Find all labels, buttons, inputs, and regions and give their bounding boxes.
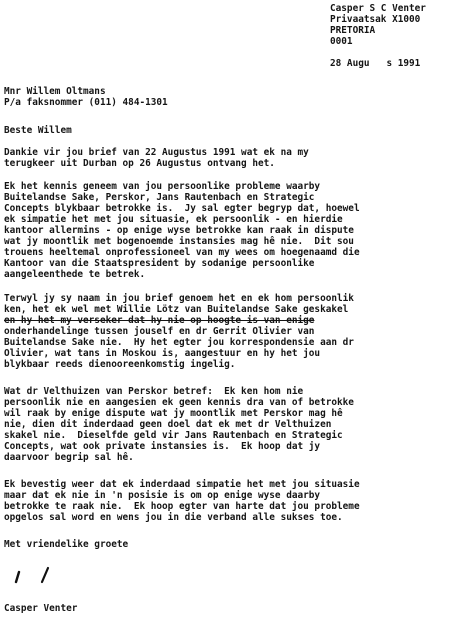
body-line: nie, dien dit inderdaad geen doel dat ek met dr Velthuizen xyxy=(4,419,332,430)
body-line: opgelos sal word en wens jou in die verband alle sukses toe. xyxy=(4,512,343,523)
body-line: onderhandelinge tussen jouself en dr Gerrit Olivier van xyxy=(4,326,315,337)
body-line: ken, het ek wel met Willie Lötz van Buitelandse Sake geskakel xyxy=(4,304,349,315)
recipient-name: Mnr Willem Oltmans xyxy=(4,86,106,97)
body-line: terugkeer uit Durban op 26 Augustus ontvang het. xyxy=(4,158,275,169)
body-line: Kantoor van die Staatspresident by sodanige persoonlike xyxy=(4,258,315,269)
letter-date: 28 Augu s 1991 xyxy=(330,58,421,69)
body-line: skakel nie. Dieselfde geld vir Jans Rautenbach en Strategic xyxy=(4,430,343,441)
body-line: blykbaar reeds dienooreenkomstig ingelig. xyxy=(4,359,236,370)
signature-name: Casper Venter xyxy=(4,603,78,614)
body-line: Ek het kennis geneem van jou persoonlike probleme waarby xyxy=(4,181,321,192)
body-line: kantoor allermins - op enige wyse betrokke kan raak in dispute xyxy=(4,225,354,236)
body-line: wat jy moontlik met bogenoemde instansies mag hê nie. Dit sou xyxy=(4,236,354,247)
body-line: Wat dr Velthuizen van Perskor betref: Ek ken hom nie xyxy=(4,386,304,397)
body-line: trouens heeltemal onprofessioneel van my wees om hoegenaamd die xyxy=(4,247,360,258)
body-line: Terwyl jy sy naam in jou brief genoem het en ek hom persoonlik xyxy=(4,293,354,304)
body-line-struck: en hy het my verseker dat hy nie op hoogte is van enige xyxy=(4,315,315,326)
body-line: aangeleenthede te betrek. xyxy=(4,269,146,280)
body-line: Olivier, wat tans in Moskou is, aangestuur en hy het jou xyxy=(4,348,321,359)
handwritten-signature xyxy=(6,560,96,600)
closing: Met vriendelike groete xyxy=(4,539,129,550)
body-line: betrokke te raak nie. Ek hoop egter van harte dat jou probleme xyxy=(4,501,360,512)
body-line: Buitelandse Sake nie. Hy het egter jou korrespondensie aan dr xyxy=(4,337,354,348)
sender-address: Privaatsak X1000 xyxy=(330,14,421,25)
body-line: Buitelandse Sake, Perskor, Jans Rautenbach en Strategic xyxy=(4,192,315,203)
sender-city: PRETORIA xyxy=(330,25,376,36)
sender-name: Casper S C Venter xyxy=(330,3,426,14)
body-line: maar dat ek nie in 'n posisie is om op enige wyse daarby xyxy=(4,490,321,501)
body-line: Concepts, wat ook private instansies is. Ek hoop dat jy xyxy=(4,441,321,452)
recipient-fax: P/a faksnommer (011) 484-1301 xyxy=(4,97,168,108)
body-line: ek simpatie het met jou situasie, ek persoonlik - en hierdie xyxy=(4,214,343,225)
sender-postcode: 0001 xyxy=(330,36,353,47)
salutation: Beste Willem xyxy=(4,125,72,136)
body-line: Dankie vir jou brief van 22 Augustus 1991 wat ek na my xyxy=(4,147,309,158)
body-line: daarvoor begrip sal hê. xyxy=(4,452,134,463)
body-line: wil raak by enige dispute wat jy moontlik met Perskor mag hê xyxy=(4,408,343,419)
body-line: Ek bevestig weer dat ek inderdaad simpatie het met jou situasie xyxy=(4,479,360,490)
body-line: persoonlik nie en aangesien ek geen kennis dra van of betrokke xyxy=(4,397,354,408)
body-line: Concepts blykbaar betrokke is. Jy sal egter begryp dat, hoewel xyxy=(4,203,360,214)
